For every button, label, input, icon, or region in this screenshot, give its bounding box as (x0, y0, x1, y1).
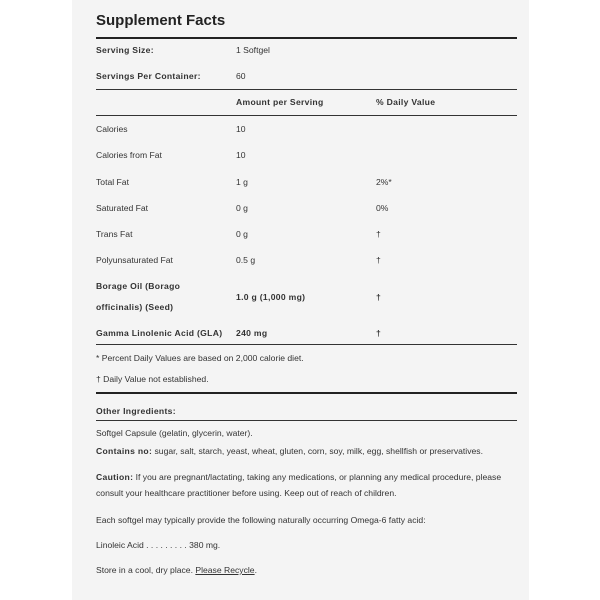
title-divider (96, 37, 517, 39)
nutrient-name: Total Fat (96, 177, 129, 187)
amount-per-serving-header: Amount per Serving (236, 97, 324, 107)
footnote-not-established-text: † Daily Value not established. (96, 374, 209, 384)
storage-text: Store in a cool, dry place. (96, 565, 196, 575)
serving-size-label: Serving Size: (96, 45, 154, 55)
storage-paragraph (96, 562, 517, 578)
nutrient-amount: 0 g (236, 203, 248, 213)
caution-label: Caution: (96, 472, 134, 482)
nutrient-amount: 10 (236, 150, 246, 160)
supplement-facts-panel (72, 0, 529, 600)
other-ingredients-text: Softgel Capsule (gelatin, glycerin, water). (96, 428, 253, 438)
daily-value-header: % Daily Value (376, 97, 436, 107)
header-divider (96, 115, 517, 116)
caution-paragraph (96, 469, 517, 501)
other-ingredients-label: Other Ingredients: (96, 406, 176, 416)
nutrient-amount: 0.5 g (236, 255, 256, 265)
nutrient-dv: 0% (376, 203, 389, 213)
servings-per-container-label: Servings Per Container: (96, 71, 201, 81)
borage-oil-dv: † (376, 292, 382, 302)
gla-dv: † (376, 328, 382, 338)
gla-amount: 240 mg (236, 328, 268, 338)
borage-oil-name-line2: officinalis) (Seed) (96, 302, 174, 312)
storage-end: . (254, 565, 257, 575)
nutrient-name: Polyunsaturated Fat (96, 255, 173, 265)
linoleic-acid-line: Linoleic Acid . . . . . . . . . 380 mg. (96, 540, 221, 550)
contains-no-label: Contains no: (96, 446, 153, 456)
footnote-percent-dv-text: * Percent Daily Values are based on 2,000 calorie diet. (96, 353, 304, 363)
nutrient-name: Trans Fat (96, 229, 133, 239)
footnote-divider (96, 392, 517, 394)
nutrient-amount: 0 g (236, 229, 248, 239)
nutrient-amount: 10 (236, 124, 246, 134)
serving-divider (96, 89, 517, 90)
nutrient-dv: † (376, 229, 381, 239)
nutrient-dv: 2%* (376, 177, 392, 187)
nutrient-name: Calories (96, 124, 128, 134)
other-ingredients-divider (96, 420, 517, 421)
nutrient-name: Saturated Fat (96, 203, 149, 213)
nutrient-amount: 1 g (236, 177, 248, 187)
nutrient-dv: † (376, 255, 381, 265)
omega-note: Each softgel may typically provide the following naturally occurring Omega-6 fatty acid: (96, 515, 426, 525)
contains-no-text: sugar, salt, starch, yeast, wheat, gluten, corn, soy, milk, egg, shellfish or preservatives. (152, 446, 483, 456)
please-recycle-link[interactable]: Please Recycle (195, 565, 255, 575)
nutrients-divider (96, 344, 517, 345)
caution-line2: consult your healthcare practitioner before using. Keep out of reach of children. (96, 488, 397, 498)
nutrient-name: Calories from Fat (96, 150, 162, 160)
borage-oil-amount: 1.0 g (1,000 mg) (236, 292, 306, 302)
servings-per-container-value: 60 (236, 71, 246, 81)
gla-name: Gamma Linolenic Acid (GLA) (96, 328, 223, 338)
caution-line1: If you are pregnant/lactating, taking any medications, or planning any medical procedure, please (133, 472, 502, 482)
borage-oil-name-line1: Borage Oil (Borago (96, 281, 181, 291)
serving-size-value: 1 Softgel (236, 45, 270, 55)
page-title: Supplement Facts (96, 12, 226, 29)
contains-no-paragraph (96, 443, 517, 459)
